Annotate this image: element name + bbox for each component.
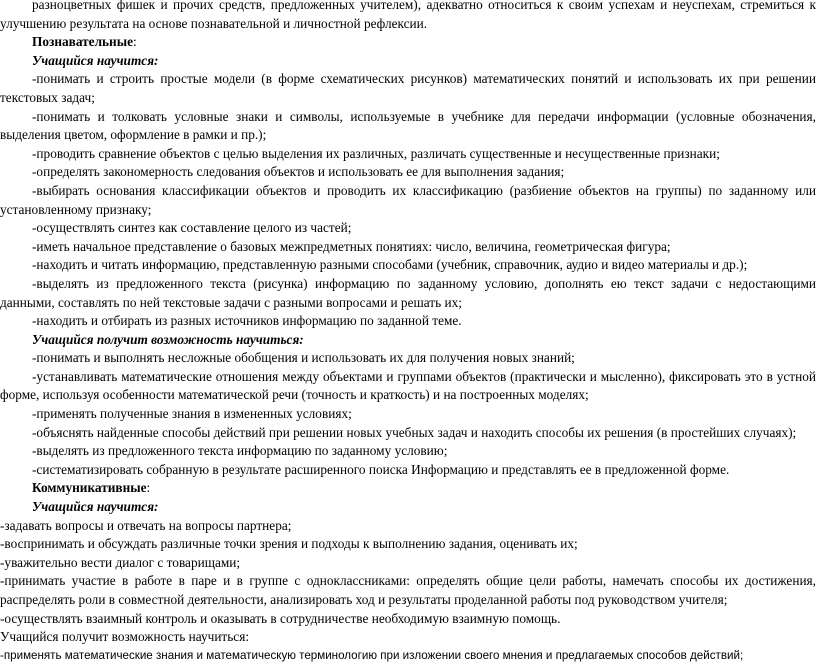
list-item: -осуществлять взаимный контроль и оказывать в сотрудничестве необходимую взаимную помощь. xyxy=(0,610,561,626)
list-item: -понимать и выполнять несложные обобщения и использовать их для получения новых знаний; xyxy=(32,350,575,366)
list-item: -систематизировать собранную в результате расширенного поиска Информацию и представлять ее в предложенной форме. xyxy=(32,461,730,477)
list-item: -проводить сравнение объектов с целью выделения их различных, различать существенные и несущественные признаки; xyxy=(32,145,720,161)
list-item: -выделять из предложенного текста информацию по заданному условию; xyxy=(32,443,448,459)
heading-colon: : xyxy=(146,480,151,496)
list-item: -задавать вопросы и отвечать на вопросы партнера; xyxy=(0,517,292,533)
list-item: -принимать участие в работе в паре и в группе с одноклассниками: определять общие цели работы, намечать способы их достижения, распределять роли в совместной деятельности, анализировать ход и результаты проделанной работы под руководством учителя; xyxy=(0,573,816,607)
subheading-will-learn: Учащийся научится: xyxy=(32,52,159,68)
list-item: -применять полученные знания в измененных условиях; xyxy=(32,406,352,422)
list-item: -выбирать основания классификации объектов и проводить их классификацию (разбиение объектов на группы) по заданному или установленному признаку; xyxy=(0,182,816,217)
heading-colon: : xyxy=(133,34,137,50)
list-item: -применять математические знания и математическую терминологию при изложении своего мнения и предлагаемых способов действий; xyxy=(0,648,744,662)
subheading-may-learn-plain: Учащийся получит возможность научиться: xyxy=(0,629,250,645)
section-heading-cognitive xyxy=(0,33,816,52)
list-item: -понимать и строить простые модели (в форме схематических рисунков) математических понятий и использовать их при решении текстовых задач; xyxy=(0,71,816,105)
list-item: -иметь начальное представление о базовых межпредметных понятиях: число, величина, геометрическая фигура; xyxy=(32,238,671,254)
subheading-may-learn: Учащийся получит возможность научиться: xyxy=(32,331,304,347)
list-item: -находить и читать информацию, представленную разными способами (учебник, справочник, аудио и видео материалы и др.); xyxy=(32,257,748,273)
heading-text: Познавательные xyxy=(32,34,133,50)
list-item: -выделять из предложенного текста (рисунка) информацию по заданному условию, дополнять ею текст задачи с недостающими данными, составлять по ней текстовые задачи с разными вопросами и решать их; xyxy=(0,275,816,310)
list-item: -устанавливать математические отношения между объектами и группами объектов (практически и мысленно), фиксировать это в устной форме, используя особенности математической речи (точность и краткость) и на построенных моделях; xyxy=(0,368,816,403)
section-heading-communicative xyxy=(0,479,816,498)
list-item: -находить и отбирать из разных источников информацию по заданной теме. xyxy=(32,313,462,329)
list-item: -осуществлять синтез как составление целого из частей; xyxy=(32,220,352,236)
heading-text: Коммуникативные xyxy=(32,480,147,496)
subheading-will-learn: Учащийся научится: xyxy=(32,499,159,515)
list-item: -уважительно вести диалог с товарищами; xyxy=(0,554,241,570)
list-item: -воспринимать и обсуждать различные точки зрения и подходы к выполнению задания, оценивать их; xyxy=(0,536,578,552)
paragraph: разноцветных фишек и прочих средств, предложенных учителем), адекватно относиться к своим успехам и неуспехам, стремиться к улучшению результата на основе познавательной и личностной рефлексии. xyxy=(0,0,816,31)
list-item: -объяснять найденные способы действий при решении новых учебных задач и находить способы их решения (в простейших случаях); xyxy=(32,424,797,440)
list-item: -понимать и толковать условные знаки и символы, используемые в учебнике для передачи информации (условные обозначения, выделения цветом, оформление в рамки и пр.); xyxy=(0,108,816,143)
list-item: -определять закономерность следования объектов и использовать ее для выполнения задания; xyxy=(32,164,565,180)
